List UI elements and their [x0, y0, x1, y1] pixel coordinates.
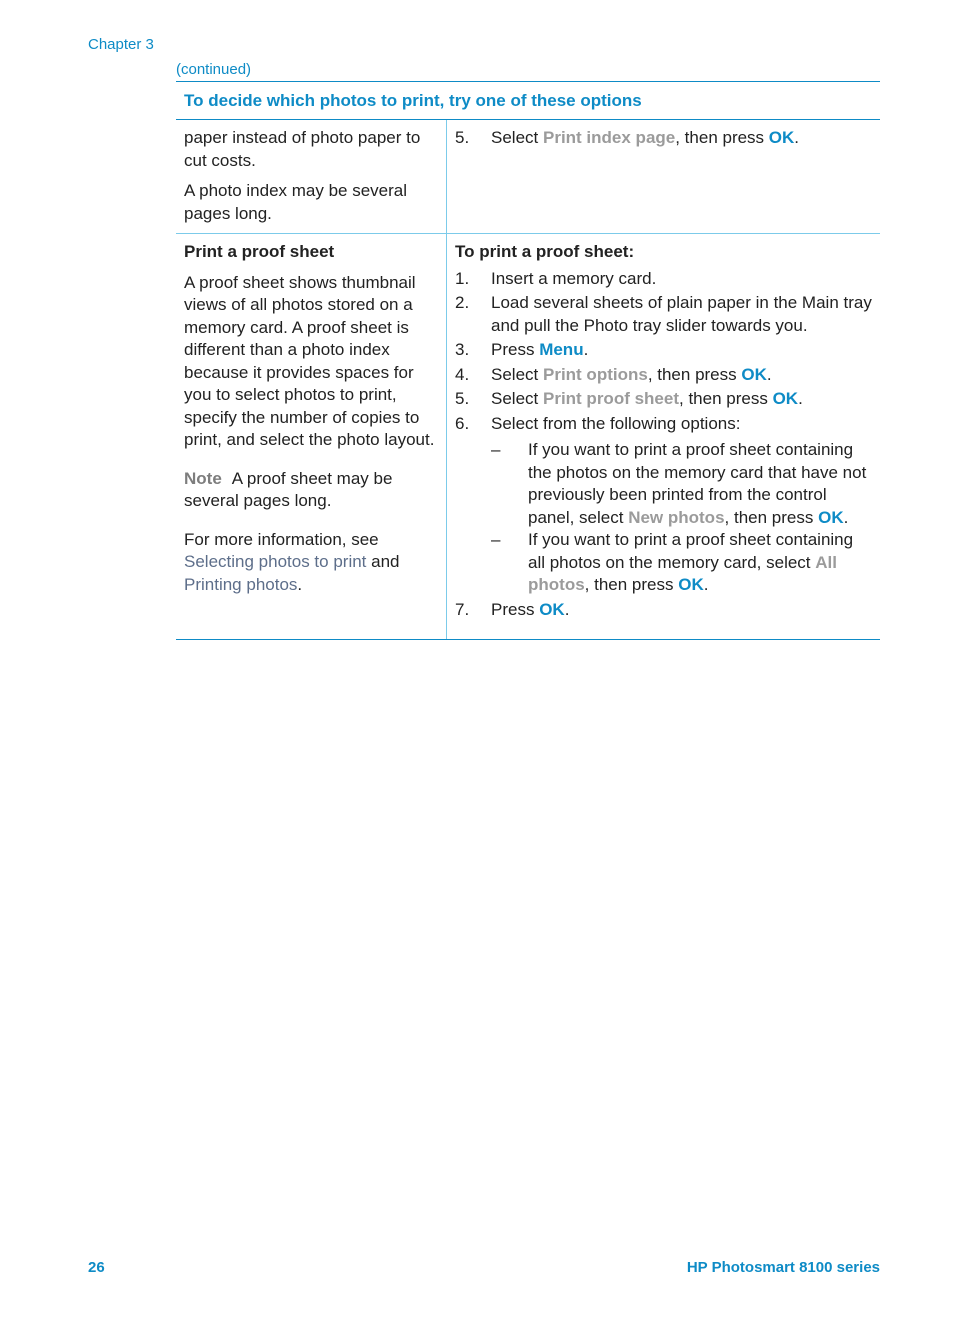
- option-text: [528, 439, 872, 529]
- step-item: [455, 599, 872, 622]
- step-lead: Select from the following options:: [491, 413, 741, 433]
- table-row: [176, 120, 880, 234]
- step-item: [455, 268, 872, 291]
- step-number: 7.: [455, 599, 470, 619]
- step-pre: Select: [491, 389, 543, 408]
- menu-item-all-photos: All photos: [528, 552, 837, 594]
- table-row: [176, 234, 880, 640]
- step-text: [491, 388, 872, 411]
- more-info-pre: For more information, see: [184, 529, 379, 549]
- step-text: Load several sheets of plain paper in the Main tray and pull the Photo tray slider towards you.: [491, 293, 872, 335]
- step-item: [455, 413, 872, 597]
- step-number: 1.: [455, 268, 470, 288]
- menu-button-label: Menu: [539, 340, 584, 359]
- proof-sheet-description: A proof sheet shows thumbnail views of all photos stored on a memory card. A proof sheet is different than a photo index because it provides spaces for you to select photos to print, specify the number of copies to print, and select the photo layout.: [184, 272, 435, 449]
- option-pre: If you want to print a proof sheet containing all photos on the memory card, select: [528, 530, 854, 572]
- step-item: [455, 364, 872, 387]
- step-end: .: [794, 128, 800, 147]
- step-text: [491, 127, 872, 150]
- step-pre: Select: [491, 364, 543, 384]
- option-end: .: [843, 507, 849, 527]
- step-number: 2.: [455, 293, 470, 312]
- options-table: [176, 81, 880, 640]
- ok-button-label: OK: [741, 364, 767, 384]
- step-pre: Select: [491, 128, 543, 147]
- step-text: [491, 599, 872, 622]
- note: [184, 468, 438, 513]
- note-label: Note: [184, 468, 222, 488]
- step-mid: , then press: [679, 389, 773, 408]
- option-text: [528, 529, 872, 597]
- ok-button-label: OK: [768, 128, 795, 147]
- step-mid: , then press: [647, 364, 742, 384]
- more-info-end: .: [297, 574, 303, 594]
- procedure-steps: [455, 268, 872, 622]
- menu-item-print-index-page: Print index page: [542, 128, 676, 147]
- continued-label: (continued): [176, 61, 252, 78]
- menu-item-new-photos: New photos: [628, 507, 725, 527]
- step-text: [491, 339, 872, 362]
- row1-left-cell: [176, 120, 447, 233]
- step-item: [455, 339, 872, 362]
- row1-steps: [455, 127, 872, 150]
- row1-right-cell: [447, 120, 880, 233]
- step-end: .: [564, 599, 570, 619]
- step-number: 5.: [455, 389, 470, 408]
- link-selecting-photos[interactable]: Selecting photos to print: [184, 552, 367, 571]
- step-end: .: [798, 389, 803, 408]
- ok-button-label: OK: [772, 389, 799, 408]
- step-number: 3.: [455, 340, 470, 359]
- menu-item-print-options: Print options: [542, 364, 648, 384]
- page-number: 26: [88, 1259, 105, 1276]
- row1-text-2: A photo index may be several pages long.: [184, 181, 408, 223]
- step-number: 5.: [455, 128, 470, 147]
- menu-item-print-proof-sheet: Print proof sheet: [542, 389, 679, 408]
- step-number: 6.: [455, 413, 470, 433]
- step-item: [455, 292, 872, 337]
- step-item: [455, 388, 872, 411]
- option-item: [491, 439, 872, 529]
- procedure-title: To print a proof sheet:: [455, 242, 635, 261]
- option-end: .: [703, 575, 709, 594]
- chapter-label: Chapter 3: [88, 36, 154, 53]
- step-mid: , then press: [675, 128, 769, 147]
- option-item: [491, 529, 872, 597]
- proof-sheet-title: Print a proof sheet: [184, 242, 335, 261]
- step-number: 4.: [455, 364, 470, 384]
- note-text: A proof sheet may be several pages long.: [184, 468, 393, 510]
- row2-left-cell: [176, 234, 447, 639]
- option-mid: , then press: [584, 575, 679, 594]
- step-text: [491, 364, 872, 387]
- step-end: .: [583, 340, 589, 359]
- option-list: [491, 439, 872, 597]
- option-mid: , then press: [724, 507, 819, 527]
- table-heading: To decide which photos to print, try one of these options: [176, 82, 880, 120]
- ok-button-label: OK: [678, 575, 704, 594]
- row2-right-cell: [447, 234, 880, 639]
- step-pre: Press: [491, 340, 540, 359]
- ok-button-label: OK: [818, 507, 844, 527]
- option-dash: –: [491, 440, 501, 459]
- footer-title: HP Photosmart 8100 series: [686, 1259, 880, 1276]
- step-text: [491, 413, 872, 597]
- row1-text-1: paper instead of photo paper to cut costs.: [184, 128, 421, 170]
- more-info: [184, 529, 438, 597]
- step-pre: Press: [491, 599, 540, 619]
- option-pre: If you want to print a proof sheet containing the photos on the memory card that have not previously been printed from the control panel, select: [528, 440, 867, 527]
- more-info-mid: and: [366, 552, 400, 571]
- option-dash: –: [491, 530, 501, 549]
- ok-button-label: OK: [539, 599, 565, 619]
- step-text: Insert a memory card.: [491, 268, 657, 288]
- link-printing-photos[interactable]: Printing photos: [184, 574, 298, 594]
- step-item: [455, 127, 872, 150]
- step-end: .: [766, 364, 772, 384]
